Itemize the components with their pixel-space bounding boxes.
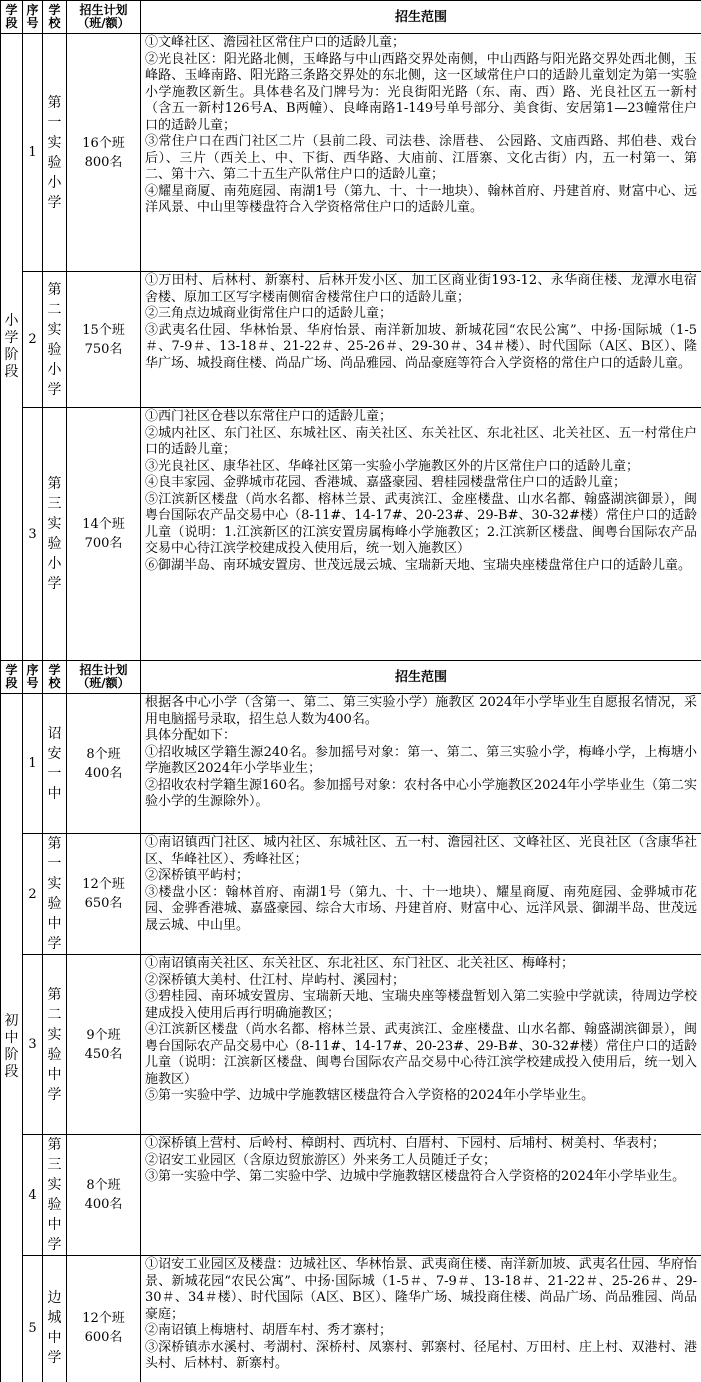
scope-cell: ①文峰社区、澹园社区常住户口的适龄儿童； ②光良社区：阳光路北侧，玉峰路与中山西路交界处南侧，中山西路与阳光路交界处西北侧，玉峰路、玉峰南路、阳光路三条路交界处的东北侧，这一区域常住户口的适龄儿童划定为第一实验小学施教区新生。具体巷名及门牌号为：光良街阳光路（东、南、西）路、光良社区五一新村（含五一新村126号A、B两幢）、良峰南路1-149号单号部分、美食街、安居第1—23幢常住户口的适龄儿童； ③常住户口在西门社区二片（县前二段、司法巷、涂厝巷、 公园路、文庙西路、邦伯巷、戏台后）、三片（西关上、中、下街、西华路、大庙前、江厝寨、文化古街）内，五一村第一、第二、第十六、第二十五生产队常住户口的适龄儿童； ④耀星商厦、南苑庭园、南湖1号（第九、十、十一地块）、翰林首府、丹建首府、财富中心、远洋风景、中山里等楼盘符合入学资格常住户口的适龄儿童。 <box>141 34 701 272</box>
plan-cell: 8个班 400名 <box>67 694 141 834</box>
header-scope: 招生范围 <box>141 661 701 694</box>
table-row <box>1 1256 701 1382</box>
seq-cell: 2 <box>23 834 43 955</box>
seq-cell: 2 <box>23 272 43 408</box>
header-stage: 学段 <box>1 1 23 34</box>
seq-cell: 3 <box>23 408 43 661</box>
table-row <box>1 34 701 272</box>
seq-cell: 5 <box>23 1256 43 1382</box>
plan-cell: 12个班 650名 <box>67 834 141 955</box>
table-row <box>1 408 701 661</box>
table-row <box>1 1135 701 1256</box>
seq-cell: 4 <box>23 1135 43 1256</box>
header-seq: 序号 <box>23 661 43 694</box>
school-cell: 第一实验小学 <box>43 34 67 272</box>
school-cell: 第一实验中学 <box>43 834 67 955</box>
header-seq: 序号 <box>23 1 43 34</box>
scope-cell: ①万田村、后林村、新寨村、后林开发小区、加工区商业街193-12、永华商住楼、龙潭水电宿舍楼、原加工区写字楼南侧宿舍楼常住户口的适龄儿童； ②三角点边城商业街常住户口的适龄儿童； ③武夷名仕园、华林怡景、华府怡景、南洋新加坡、新城花园“农民公寓”、中扬·国际城（1-5＃、7-9＃、13-18＃、21-22＃、25-26＃、29-30＃、34＃楼）、时代国际（A区、B区）、隆华广场、城投商住楼、尚品广场、尚品雅园、尚品豪庭等符合入学资格的常住户口的适龄儿童。 <box>141 272 701 408</box>
school-cell: 边城中学 <box>43 1256 67 1382</box>
stage-cell-junior: 初中阶段 <box>1 694 23 1382</box>
plan-cell: 8个班 400名 <box>67 1135 141 1256</box>
primary-header-row <box>1 1 701 34</box>
header-school: 学校 <box>43 1 67 34</box>
school-cell: 第三实验小学 <box>43 408 67 661</box>
table-row <box>1 694 701 834</box>
plan-cell: 15个班 750名 <box>67 272 141 408</box>
scope-cell: ①南诏镇西门社区、城内社区、东城社区、五一村、澹园社区、文峰社区、光良社区（含康华社区、华峰社区）、秀峰社区； ②深桥镇平屿村； ③楼盘小区：翰林首府、南湖1号（第九、十、十一地块）、耀星商厦、南苑庭园、金骅城市花园、金骅香港城、嘉盛豪园、综合大市场、丹建首府、财富中心、远洋风景、御湖半岛、世茂远晟云城、中山里。 <box>141 834 701 955</box>
header-stage: 学段 <box>1 661 23 694</box>
header-school: 学校 <box>43 661 67 694</box>
table-row <box>1 955 701 1135</box>
scope-cell: ①深桥镇上营村、后岭村、樟朗村、西坑村、白厝村、下园村、后埔村、树美村、华表村； ②诏安工业园区（含原边贸旅游区）外来务工人员随迁子女； ③第一实验中学、第二实验中学、边城中学施教辖区楼盘符合入学资格的2024年小学毕业生。 <box>141 1135 701 1256</box>
scope-cell: 根据各中心小学（含第一、第二、第三实验小学）施教区 2024年小学毕业生自愿报名情况，采用电脑摇号录取，招生总人数为400名。 具体分配如下： ①招收城区学籍生源240名。参加摇号对象：第一、第二、第三实验小学，梅峰小学，上梅塘小学施教区2024年小学毕业生； ②招收农村学籍生源160名。参加摇号对象：农村各中心小学施教区2024年小学毕业生（第二实验小学的生源除外）。 <box>141 694 701 834</box>
plan-cell: 14个班 700名 <box>67 408 141 661</box>
seq-cell: 1 <box>23 34 43 272</box>
seq-cell: 3 <box>23 955 43 1135</box>
school-cell: 诏安一中 <box>43 694 67 834</box>
header-plan: 招生计划 （班/额） <box>67 1 141 34</box>
junior-header-row <box>1 661 701 694</box>
header-scope: 招生范围 <box>141 1 701 34</box>
school-cell: 第三实验中学 <box>43 1135 67 1256</box>
scope-cell: ①南诏镇南关社区、东关社区、东北社区、东门社区、北关社区、梅峰村； ②深桥镇大美村、仕江村、岸屿村、溪园村； ③碧桂园、南环城安置房、宝瑞新天地、宝瑞央座等楼盘暂划入第二实验中学就读，待周边学校建成投入使用后再行明确施教区； ④江滨新区楼盘（尚水名都、榕林兰景、武夷滨江、金座楼盘、山水名都、翰盛湖滨御景），闽粤台国际农产品交易中心（8-11#、14-17#、20-23#、29-B#、30-32#楼）常住户口的适龄儿童（说明：江滨新区楼盘、闽粤台国际农产品交易中心待江滨学校建成投入使用后，统一划入施教区） ⑤第一实验中学、边城中学施教辖区楼盘符合入学资格的2024年小学毕业生。 <box>141 955 701 1135</box>
school-cell: 第二实验小学 <box>43 272 67 408</box>
school-cell: 第二实验中学 <box>43 955 67 1135</box>
plan-cell: 16个班 800名 <box>67 34 141 272</box>
scope-cell: ①诏安工业园区及楼盘：边城社区、华林怡景、武夷商住楼、南洋新加坡、武夷名仕园、华府怡景、新城花园“农民公寓”、中扬·国际城（1-5＃、7-9＃、13-18＃、21-22＃、25-26＃、29-30＃、34＃楼）、时代国际（A区、B区）、隆华广场、城投商住楼、尚品广场、尚品雅园、尚品豪庭； ②南诏镇上梅塘村、胡厝车村、秀才寨村； ③深桥镇赤水溪村、考湖村、深桥村、凤寨村、郭寨村、径尾村、万田村、庄上村、双港村、港头村、后林村、新寨村。 <box>141 1256 701 1382</box>
header-plan: 招生计划 （班/额） <box>67 661 141 694</box>
seq-cell: 1 <box>23 694 43 834</box>
plan-cell: 9个班 450名 <box>67 955 141 1135</box>
table-row <box>1 272 701 408</box>
plan-cell: 12个班 600名 <box>67 1256 141 1382</box>
table-row <box>1 834 701 955</box>
scope-cell: ①西门社区仓巷以东常住户口的适龄儿童； ②城内社区、东门社区、东城社区、南关社区、东关社区、东北社区、北关社区、五一村常住户口的适龄儿童； ③光良社区、康华社区、华峰社区第一实验小学施教区外的片区常住户口的适龄儿童； ④良丰家园、金骅城市花园、香港城、嘉盛豪园、碧桂园楼盘常住户口的适龄儿童； ⑤江滨新区楼盘（尚水名都、榕林兰景、武夷滨江、金座楼盘、山水名都、翰盛湖滨御景），闽粤台国际农产品交易中心（8-11#、14-17#、20-23#、29-B#、30-32#楼）常住户口的适龄儿童（说明：1.江滨新区的江滨安置房属梅峰小学施教区；2.江滨新区楼盘、闽粤台国际农产品交易中心待江滨学校建成投入使用后，统一划入施教区） ⑥御湖半岛、南环城安置房、世茂远晟云城、宝瑞新天地、宝瑞央座楼盘常住户口的适龄儿童。 <box>141 408 701 661</box>
stage-cell-primary: 小学阶段 <box>1 34 23 661</box>
